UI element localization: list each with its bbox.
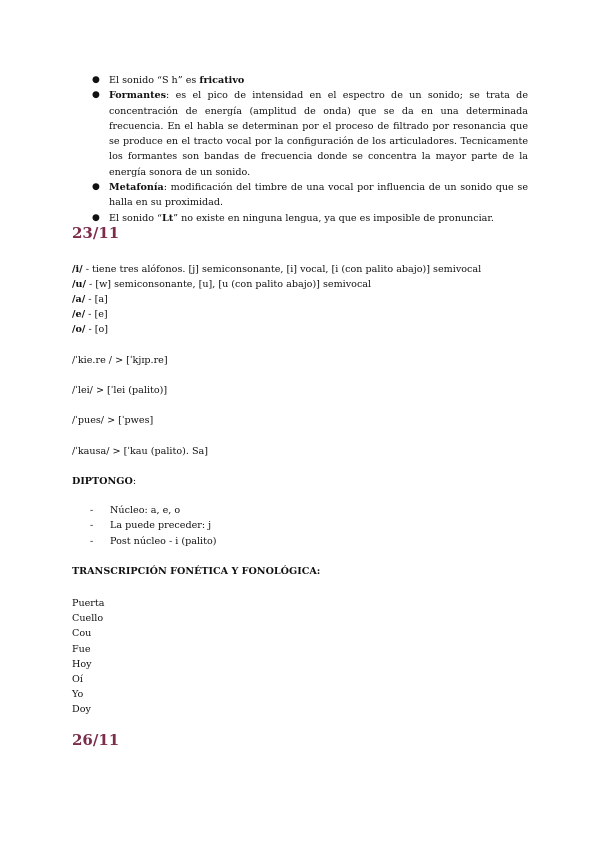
transcription-line: /ˈkausa/ > [ˈkau (palito). Sa] xyxy=(72,446,208,457)
dash-icon: - xyxy=(90,520,94,532)
bullet-text: ” no existe en ninguna lengua, ya que es imposible de pronunciar. xyxy=(173,212,494,224)
dash-icon: - xyxy=(90,535,94,547)
bullet-item xyxy=(92,211,528,226)
dash-icon: - xyxy=(90,505,94,516)
list-item-text: Post núcleo - i (palito) xyxy=(110,535,217,547)
bullet-text: El sonido “ xyxy=(109,212,162,224)
diptongo-list xyxy=(90,503,217,549)
phoneme-symbol: /u/ xyxy=(72,279,86,290)
word-item: Fue xyxy=(72,643,91,655)
notes-bullet-list xyxy=(92,73,528,226)
bullet-text: : es el pico de intensidad en el espectro de un sonido; se trata de concentración de energía (amplitud de onda) que se da en una determinada frecuencia. En el habla se determinan por el proceso de filtrado por resonancia que se produce en el tracto vocal por la configuración de los articuladores. Tecnicamente los formantes son bandas de frecuencia donde se concentra la mayor parte de la energía sonora de un sonido. xyxy=(109,90,528,178)
phoneme-line xyxy=(72,264,481,275)
diptongo-title: DIPTONGO xyxy=(72,476,133,487)
phoneme-text: - [w] semiconsonante, [u], [u (con palito abajo)] semivocal xyxy=(85,279,372,290)
phoneme-text: - tiene tres alófonos. [j] semiconsonante, [i] vocal, [i (con palito abajo)] semivocal xyxy=(82,264,482,275)
bullet-text: : modificación del timbre de una vocal por influencia de un sonido que se halla en su proximidad. xyxy=(109,182,528,209)
date-heading-1: 23/11 xyxy=(72,224,120,242)
word-item: Puerta xyxy=(72,598,105,609)
word-item: Cuello xyxy=(72,613,104,625)
bullet-icon: ● xyxy=(92,182,100,193)
word-list xyxy=(72,596,104,718)
word-item: Doy xyxy=(72,704,91,716)
list-item-text: La puede preceder: j xyxy=(110,520,212,532)
transcription-line: /ˈlei/ > [ˈlei (palito)] xyxy=(72,385,168,396)
phoneme-line xyxy=(72,279,371,290)
phoneme-symbol: /i/ xyxy=(72,264,83,275)
list-item-text: Núcleo: a, e, o xyxy=(110,505,181,516)
bullet-term: Lt xyxy=(161,212,174,224)
bullet-item xyxy=(92,73,528,88)
transcription-line: /ˈpues/ > [ˈpwes] xyxy=(72,415,154,426)
word-item: Cou xyxy=(72,628,92,640)
word-item: Yo xyxy=(72,689,84,701)
phoneme-symbol: /e/ xyxy=(72,309,86,320)
phoneme-text: - [a] xyxy=(85,294,108,305)
transcripcion-heading: TRANSCRIPCIÓN FONÉTICA Y FONOLÓGICA: xyxy=(72,566,321,577)
word-item: Hoy xyxy=(72,658,92,670)
diptongo-colon: : xyxy=(132,476,137,487)
bullet-icon: ● xyxy=(92,212,100,223)
list-item xyxy=(90,518,217,533)
phoneme-symbol: /o/ xyxy=(72,324,86,335)
phoneme-text: - [e] xyxy=(85,309,108,320)
transcription-line: /ˈkie.re / > [ˈkjɪp.re] xyxy=(72,355,168,366)
bullet-term: Metafonía xyxy=(109,182,164,194)
phoneme-symbol: /a/ xyxy=(72,294,86,305)
phoneme-text: - [o] xyxy=(85,324,109,335)
bullet-item xyxy=(92,180,528,211)
bullet-icon: ● xyxy=(92,75,100,85)
list-item xyxy=(90,503,217,518)
diptongo-heading xyxy=(72,476,136,487)
bullet-text: El sonido “S h” es xyxy=(109,75,200,86)
bullet-icon: ● xyxy=(92,90,100,101)
phoneme-line xyxy=(72,324,108,335)
phoneme-line xyxy=(72,309,108,320)
date-heading-2: 26/11 xyxy=(72,731,120,749)
bullet-term: fricativo xyxy=(199,75,245,86)
word-item: Oí xyxy=(72,674,83,686)
phoneme-line xyxy=(72,294,108,305)
bullet-term: Formantes xyxy=(109,90,167,102)
list-item xyxy=(90,534,217,549)
bullet-item xyxy=(92,88,528,180)
